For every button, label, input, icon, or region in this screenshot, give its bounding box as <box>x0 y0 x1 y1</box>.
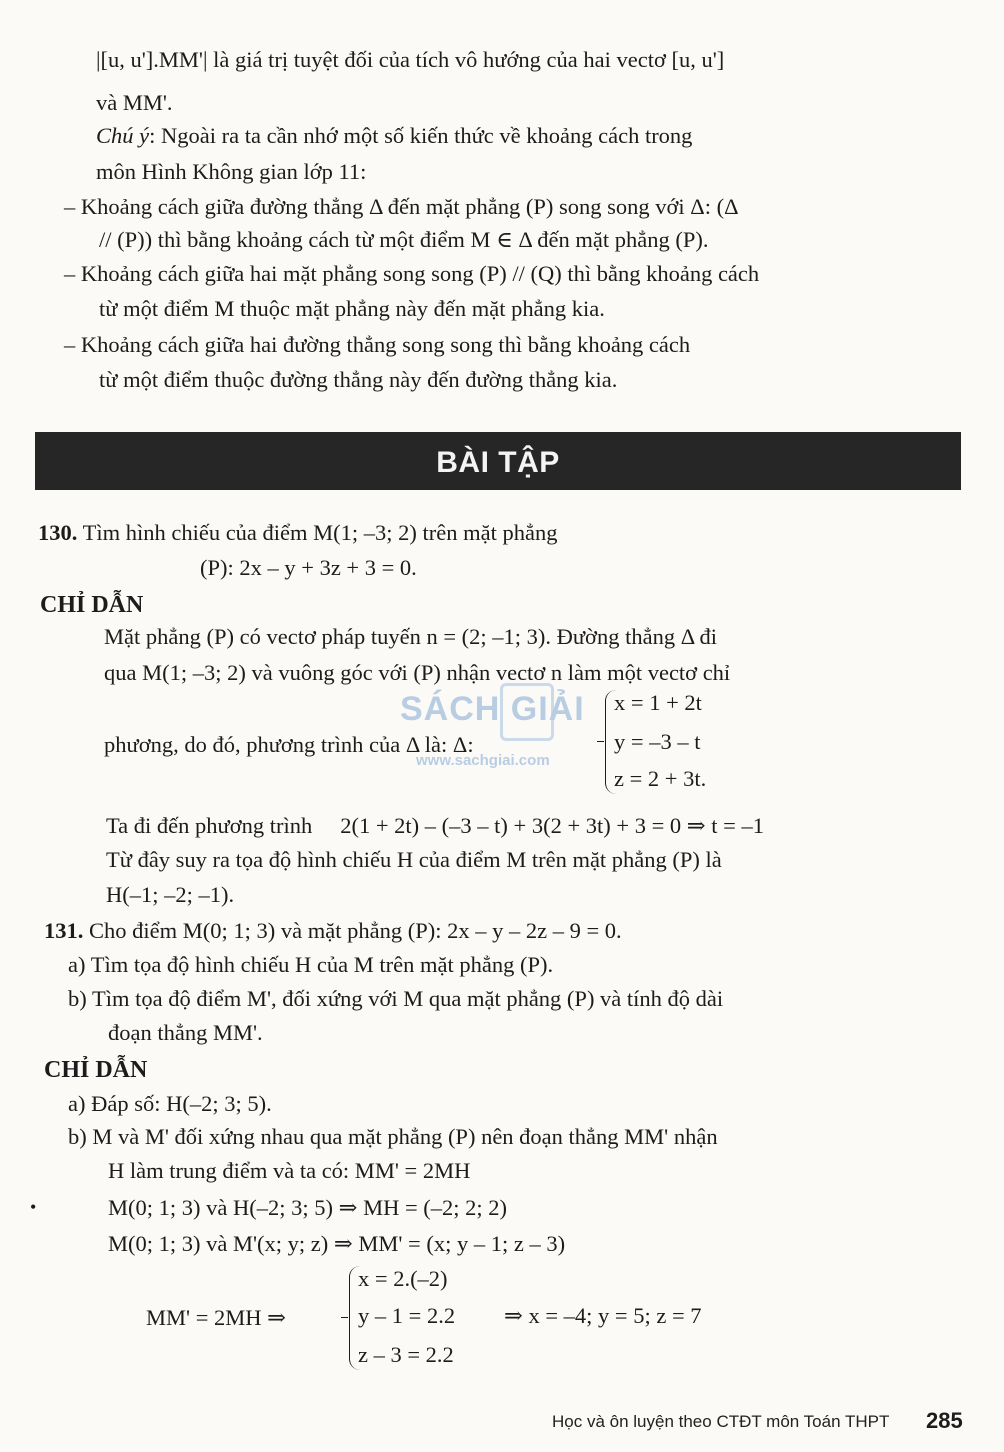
bullet-line: // (P)) thì bằng khoảng cách từ một điểm M ∈ Δ đến mặt phẳng (P). <box>99 227 709 252</box>
watermark-brand: SÁCH GIẢI <box>400 690 585 728</box>
guide-heading: CHỈ DẪN <box>40 592 144 618</box>
bullet-line: từ một điểm M thuộc mặt phẳng này đến mặt phẳng kia. <box>99 296 605 321</box>
bullet-line: từ một điểm thuộc đường thẳng này đến đường thẳng kia. <box>99 367 618 392</box>
subquestion: b) Tìm tọa độ điểm M', đối xứng với M qua mặt phẳng (P) và tính độ dài <box>68 986 724 1011</box>
system-result: ⇒ x = –4; y = 5; z = 7 <box>504 1303 702 1328</box>
solution-line <box>106 811 764 841</box>
bullet-line: – Khoảng cách giữa hai mặt phẳng song song (P) // (Q) thì bằng khoảng cách <box>64 261 760 286</box>
text-fragment: : Ngoài ra ta cần nhớ một số kiến thức về khoảng cách trong <box>149 123 693 148</box>
solution-line: Từ đây suy ra tọa độ hình chiếu H của điểm M trên mặt phẳng (P) là <box>106 847 722 872</box>
plane-equation: (P): 2x – y + 3z + 3 = 0. <box>200 555 417 580</box>
system-lhs: MM' = 2MH ⇒ <box>146 1305 286 1330</box>
bullet-line: – Khoảng cách giữa đường thẳng Δ đến mặt phẳng (P) song song với Δ: (Δ <box>64 194 739 219</box>
solution-line: M(0; 1; 3) và H(–2; 3; 5) ⇒ MH = (–2; 2; 2) <box>108 1195 508 1220</box>
system-eq: z – 3 = 2.2 <box>358 1342 454 1367</box>
solution-line: phương, do đó, phương trình của Δ là: Δ: <box>104 732 474 757</box>
solution-line: M(0; 1; 3) và M'(x; y; z) ⇒ MM' = (x; y – 1; z – 3) <box>108 1231 566 1256</box>
problem-number: 131. <box>44 918 84 943</box>
solution-line: b) M và M' đối xứng nhau qua mặt phẳng (P) nên đoạn thẳng MM' nhận <box>68 1124 718 1149</box>
system-eq: z = 2 + 3t. <box>614 766 707 791</box>
solution-line: H(–1; –2; –1). <box>106 882 235 907</box>
system-eq: x = 1 + 2t <box>614 690 702 715</box>
abs-product: |[u, u'].MM'| <box>96 47 208 72</box>
text-line <box>96 45 724 75</box>
section-banner: BÀI TẬP <box>35 432 961 490</box>
text-line: môn Hình Không gian lớp 11: <box>96 159 367 184</box>
problem-131 <box>44 916 622 946</box>
problem-130 <box>38 518 557 548</box>
solution-line: Mặt phẳng (P) có vectơ pháp tuyến n = (2; –1; 3). Đường thẳng Δ đi <box>104 624 718 649</box>
text-line: và MM'. <box>96 90 173 115</box>
bullet-line: – Khoảng cách giữa hai đường thẳng song song thì bằng khoảng cách <box>64 332 691 357</box>
brace-tick <box>341 1317 348 1318</box>
page-number: 285 <box>926 1408 963 1433</box>
problem-text: Cho điểm M(0; 1; 3) và mặt phẳng (P): 2x – y – 2z – 9 = 0. <box>89 918 622 943</box>
brace-tick <box>597 741 604 742</box>
solution-line: H làm trung điểm và ta có: MM' = 2MH <box>108 1158 471 1183</box>
text-fragment: là giá trị tuyệt đối của tích vô hướng của hai vectơ [u, u'] <box>207 47 725 72</box>
subquestion: đoạn thẳng MM'. <box>108 1020 263 1045</box>
system-eq: y – 1 = 2.2 <box>358 1303 456 1328</box>
margin-mark: • <box>30 1197 37 1217</box>
solution-line: qua M(1; –3; 2) và vuông góc với (P) nhận vectơ n làm một vectơ chỉ <box>104 660 731 685</box>
watermark-url: www.sachgiai.com <box>416 752 550 769</box>
note-line <box>96 121 692 151</box>
system-eq: y = –3 – t <box>614 729 701 754</box>
problem-number: 130. <box>38 520 78 545</box>
solution-line: a) Đáp số: H(–2; 3; 5). <box>68 1091 272 1116</box>
equation: 2(1 + 2t) – (–3 – t) + 3(2 + 3t) + 3 = 0 ⇒ t = –1 <box>340 813 764 838</box>
guide-heading: CHỈ DẪN <box>44 1057 148 1083</box>
problem-text: Tìm hình chiếu của điểm M(1; –3; 2) trên mặt phẳng <box>82 520 558 545</box>
system-eq: x = 2.(–2) <box>358 1266 448 1291</box>
subquestion: a) Tìm tọa độ hình chiếu H của M trên mặt phẳng (P). <box>68 952 554 977</box>
text-fragment: Ta đi đến phương trình <box>106 813 313 838</box>
page-footer: Học và ôn luyện theo CTĐT môn Toán THPT <box>552 1412 890 1431</box>
note-label: Chú ý <box>96 123 150 148</box>
